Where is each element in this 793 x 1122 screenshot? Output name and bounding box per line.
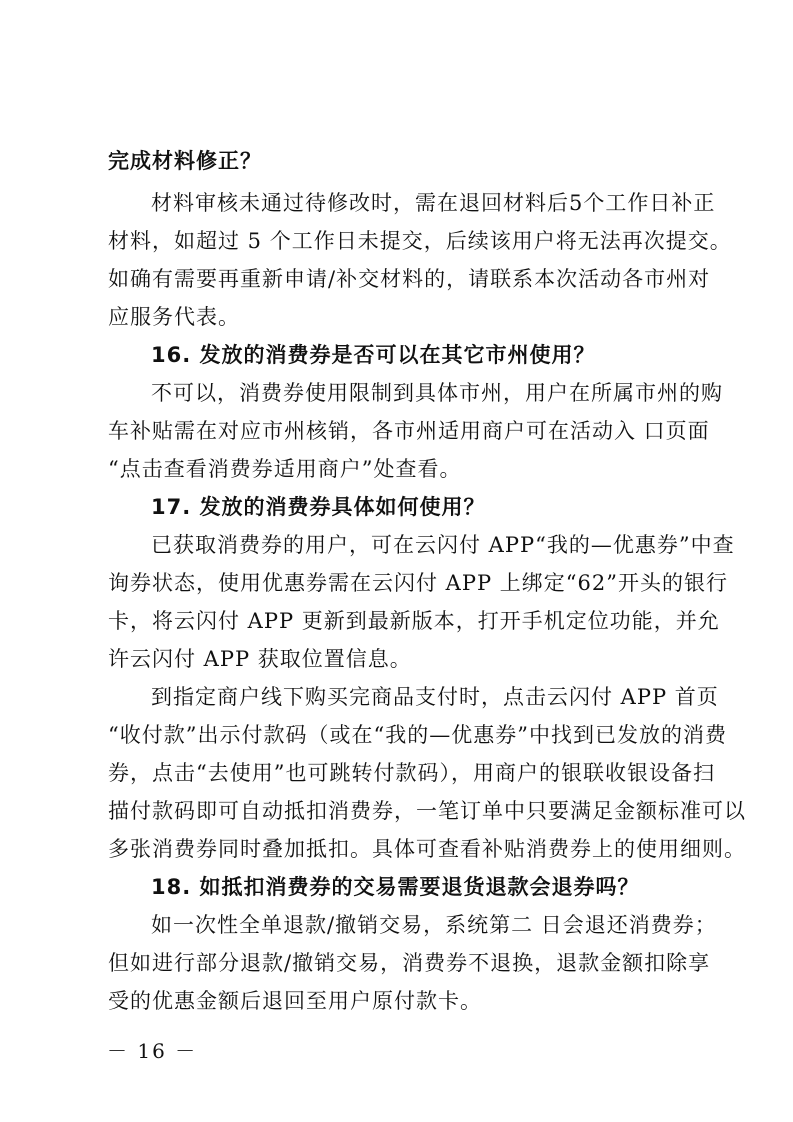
- paragraph-line: 询券状态，使用优惠券需在云闪付 APP 上绑定“62”开头的银行: [108, 571, 728, 595]
- paragraph-line: 到指定商户线下购买完商品支付时，点击云闪付 APP 首页: [151, 685, 719, 709]
- paragraph-line: 材料审核未通过待修改时，需在退回材料后5个工作日补正: [151, 191, 716, 215]
- paragraph-line: 卡，将云闪付 APP 更新到最新版本，打开手机定位功能，并允: [108, 609, 720, 633]
- question-heading-18: 18. 如抵扣消费券的交易需要退货退款会退券吗？: [151, 875, 640, 899]
- paragraph-line: 多张消费券同时叠加抵扣。具体可查看补贴消费券上的使用细则。: [108, 837, 746, 861]
- paragraph-line: 但如进行部分退款/撤销交易，消费券不退换，退款金额扣除享: [108, 951, 711, 975]
- paragraph-line: 已获取消费券的用户，可在云闪付 APP“我的—优惠券”中查: [151, 533, 735, 557]
- paragraph-line: 车补贴需在对应市州核销，各市州适用商户可在活动入 口页面: [108, 419, 710, 443]
- paragraph-line: 描付款码即可自动抵扣消费券，一笔订单中只要满足金额标准可以: [108, 799, 746, 823]
- paragraph-line: 如一次性全单退款/撤销交易，系统第二 日会退还消费券；: [151, 913, 717, 937]
- paragraph-line: 应服务代表。: [108, 305, 240, 329]
- paragraph-line: 不可以，消费券使用限制到具体市州，用户在所属市州的购: [151, 381, 723, 405]
- paragraph-line: 券，点击“去使用”也可跳转付款码），用商户的银联收银设备扫: [108, 761, 715, 785]
- paragraph-line: 受的优惠金额后退回至用户原付款卡。: [108, 989, 482, 1013]
- paragraph-line: 材料，如超过 5 个工作日未提交，后续该用户将无法再次提交。: [108, 229, 732, 253]
- paragraph-line: 许云闪付 APP 获取位置信息。: [108, 647, 412, 671]
- paragraph-line: “收付款”出示付款码（或在“我的—优惠券”中找到已发放的消费: [108, 723, 727, 747]
- question-heading-16: 16. 发放的消费券是否可以在其它市州使用？: [151, 343, 596, 367]
- page-number: － 16 －: [107, 1039, 198, 1063]
- paragraph-line: 如确有需要再重新申请/补交材料的，请联系本次活动各市州对: [108, 267, 711, 291]
- heading-continued: 完成材料修正？: [108, 149, 262, 173]
- paragraph-line: “点击查看消费券适用商户”处查看。: [108, 457, 462, 481]
- question-heading-17: 17. 发放的消费券具体如何使用？: [151, 495, 486, 519]
